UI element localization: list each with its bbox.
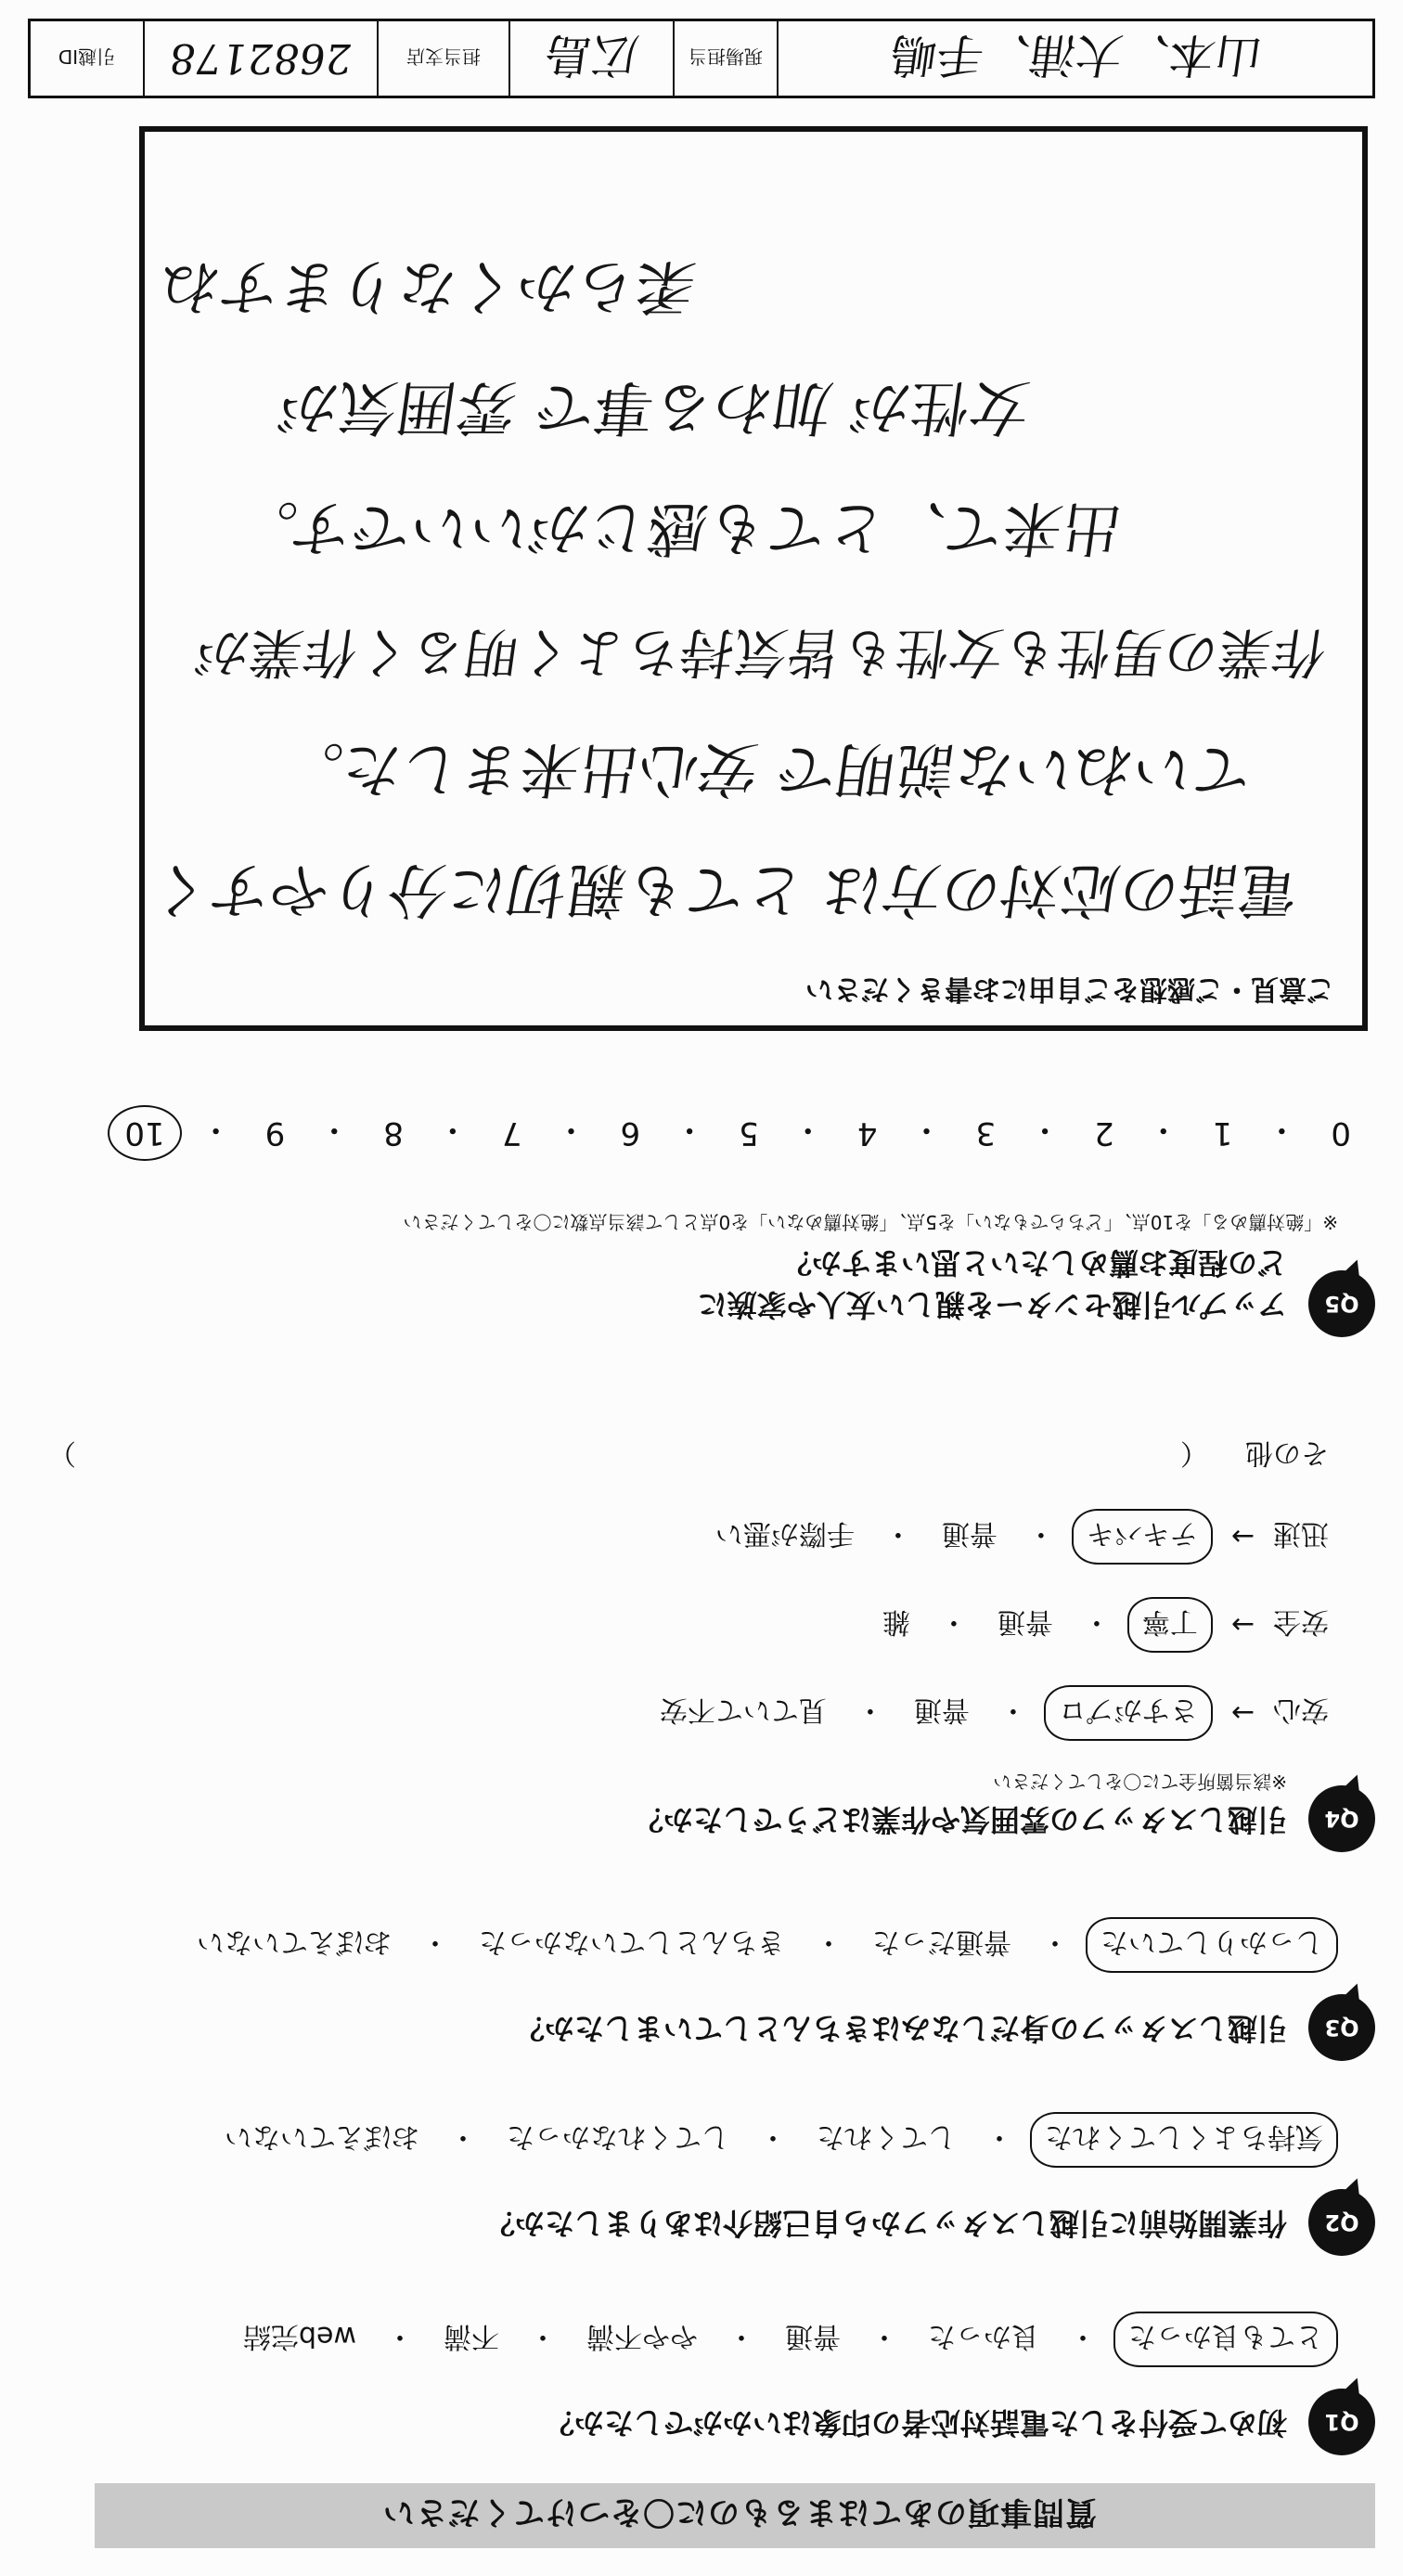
q4-row-2-option-1[interactable]: 丁寧 bbox=[1127, 1597, 1213, 1653]
q4-other-row bbox=[48, 1436, 1329, 1476]
q1-badge: Q1 bbox=[1308, 2389, 1375, 2455]
comments-box[interactable] bbox=[139, 126, 1368, 1031]
comment-line-2: ていねいな説明で 安心出来ました。 bbox=[277, 734, 1257, 803]
rating-9[interactable]: 9 bbox=[264, 1114, 286, 1152]
branch-value: 広島 bbox=[508, 21, 673, 96]
q1-options: とても良かった ・ 良かった ・ 普通 ・ やや不満 ・ 不満 ・ web完結 bbox=[230, 2312, 1338, 2367]
q5-text-line-2: どの程度お薦めしたいと思いますか？ bbox=[781, 1245, 1287, 1281]
q1-option-6[interactable]: web完結 bbox=[242, 2320, 356, 2352]
q4-text: 引越しスタッフの雰囲気や作業はどうでしたか？ bbox=[633, 1802, 1287, 1837]
q3-text: 引越しスタッフの身だしなみはきちんとしていましたか？ bbox=[514, 2011, 1287, 2046]
q2-option-1[interactable]: 気持ちよくしてくれた bbox=[1030, 2112, 1338, 2168]
comment-line-6: 柔らかくなりますね bbox=[155, 251, 701, 320]
comment-line-4: 出来て、とても感じがいいです。 bbox=[232, 493, 1127, 561]
q5-note: ※「絶対薦める」を10点、「どちらでもない」を5点、「絶対薦めない」を0点として該当点数に〇をしてください bbox=[403, 1211, 1338, 1233]
comment-line-5: 女性が 加わる事で 雰囲気が bbox=[273, 372, 1035, 441]
q4-row-jinsoku: 迅速 → テキパキ ・ 普通 ・ 手際が悪い bbox=[702, 1509, 1329, 1565]
rating-10[interactable]: 10 bbox=[108, 1105, 181, 1161]
q4-badge: Q4 bbox=[1308, 1785, 1375, 1852]
q2-badge: Q2 bbox=[1308, 2189, 1375, 2256]
q2-option-2[interactable]: してくれた bbox=[817, 2120, 956, 2153]
comments-title: ご意見・ご感想をご自由にお書きください bbox=[805, 972, 1334, 1005]
question-5 bbox=[39, 1170, 1375, 1337]
q1-option-2[interactable]: 良かった bbox=[928, 2320, 1039, 2352]
team-label: 現場担当 bbox=[673, 21, 777, 96]
q4-row-2-arrow: → bbox=[1230, 1608, 1255, 1642]
q1-option-1[interactable]: とても良かった bbox=[1113, 2312, 1338, 2367]
q1-option-5[interactable]: 不満 bbox=[444, 2320, 499, 2352]
q4-row-3-option-1[interactable]: テキパキ bbox=[1072, 1509, 1213, 1565]
q4-row-3-label: 迅速 bbox=[1273, 1517, 1329, 1550]
id-label: 引越ID bbox=[58, 45, 116, 69]
q4-other-label: その他 bbox=[1245, 1436, 1329, 1469]
q2-options: 気持ちよくしてくれた ・ してくれた ・ してくれなかった ・ おぼえていない bbox=[212, 2112, 1338, 2168]
q4-other-close: ） bbox=[48, 1436, 76, 1469]
rating-3[interactable]: 3 bbox=[975, 1114, 997, 1152]
q4-row-3-option-2[interactable]: 普通 bbox=[941, 1517, 998, 1550]
rating-2[interactable]: 2 bbox=[1094, 1114, 1114, 1152]
q5-text-line-1: アップル引越センターを親しい友人や家族に bbox=[697, 1287, 1287, 1322]
rating-4[interactable]: 4 bbox=[856, 1114, 878, 1152]
q3-options: しっかりしていた ・ 普通だった ・ きちんとしていなかった ・ おぼえていない bbox=[184, 1917, 1338, 1973]
rating-scale: 0 ・ 1 ・ 2 ・ 3 ・ 4 ・ 5 ・ 6 ・ 7 ・ 8 ・ 9 ・ 10 bbox=[39, 1105, 1366, 1161]
id-value: 2682178 bbox=[143, 21, 377, 96]
q4-row-1-option-2[interactable]: 普通 bbox=[913, 1694, 970, 1726]
q1-option-4[interactable]: やや不満 bbox=[586, 2320, 698, 2352]
q4-row-1-option-3[interactable]: 見ていて不安 bbox=[659, 1694, 827, 1726]
team-value: 山本、大浦、手嶋 bbox=[777, 21, 1372, 96]
q4-row-2-option-2[interactable]: 普通 bbox=[997, 1605, 1053, 1638]
q4-row-2-label: 安全 bbox=[1273, 1605, 1329, 1638]
q4-row-anshin: 安心 → さすがプロ ・ 普通 ・ 見ていて不安 bbox=[647, 1685, 1329, 1741]
rating-8[interactable]: 8 bbox=[383, 1114, 404, 1152]
q3-option-2[interactable]: 普通だった bbox=[872, 1926, 1011, 1958]
rating-1[interactable]: 1 bbox=[1212, 1114, 1233, 1152]
question-1 bbox=[39, 2298, 1375, 2455]
q1-text: 初めて受付をした電話対応者の印象はいかがでしたか？ bbox=[544, 2405, 1287, 2441]
q4-row-1-arrow: → bbox=[1230, 1696, 1255, 1730]
comment-line-1: 電話の応対の方は とても親切に分りやすく bbox=[146, 855, 1304, 923]
q4-row-1-option-1[interactable]: さすがプロ bbox=[1044, 1685, 1213, 1741]
branch-label: 担当支店 bbox=[377, 21, 508, 96]
q3-option-3[interactable]: きちんとしていなかった bbox=[479, 1926, 785, 1958]
q4-row-2-option-3[interactable]: 雑 bbox=[882, 1605, 910, 1638]
instruction-band bbox=[95, 2483, 1375, 2548]
q3-option-1[interactable]: しっかりしていた bbox=[1086, 1917, 1338, 1973]
q2-option-4[interactable]: おぼえていない bbox=[225, 2120, 419, 2153]
q3-badge: Q3 bbox=[1308, 1994, 1375, 2061]
q4-row-anzen: 安全 → 丁寧 ・ 普通 ・ 雑 bbox=[869, 1597, 1329, 1653]
question-3 bbox=[39, 1903, 1375, 2061]
q4-row-3-option-3[interactable]: 手際が悪い bbox=[714, 1517, 855, 1550]
q4-other-open: （ bbox=[1180, 1436, 1208, 1469]
q4-row-1-label: 安心 bbox=[1273, 1694, 1329, 1726]
q3-option-4[interactable]: おぼえていない bbox=[197, 1926, 392, 1958]
rating-0[interactable]: 0 bbox=[1331, 1114, 1351, 1152]
question-2 bbox=[39, 2098, 1375, 2256]
q4-note: ※該当箇所全てに〇をしてください bbox=[993, 1771, 1287, 1793]
q4-row-3-arrow: → bbox=[1230, 1520, 1255, 1553]
rating-5[interactable]: 5 bbox=[739, 1114, 759, 1152]
rating-7[interactable]: 7 bbox=[501, 1114, 522, 1152]
info-bar bbox=[28, 19, 1375, 98]
q2-option-3[interactable]: してくれなかった bbox=[507, 2120, 729, 2153]
comment-line-3: 作業の男性も女性も皆気持ちよく明るく作業が bbox=[190, 621, 1331, 684]
q1-option-3[interactable]: 普通 bbox=[785, 2320, 841, 2352]
q5-badge: Q5 bbox=[1308, 1270, 1375, 1337]
rating-6[interactable]: 6 bbox=[620, 1114, 641, 1152]
instruction-text: 質問事項のあてはまるものに〇をつけてください bbox=[382, 2493, 1097, 2531]
question-4 bbox=[39, 1416, 1375, 1852]
q2-text: 作業開始前に引越しスタッフから自己紹介はありましたか？ bbox=[484, 2206, 1287, 2241]
